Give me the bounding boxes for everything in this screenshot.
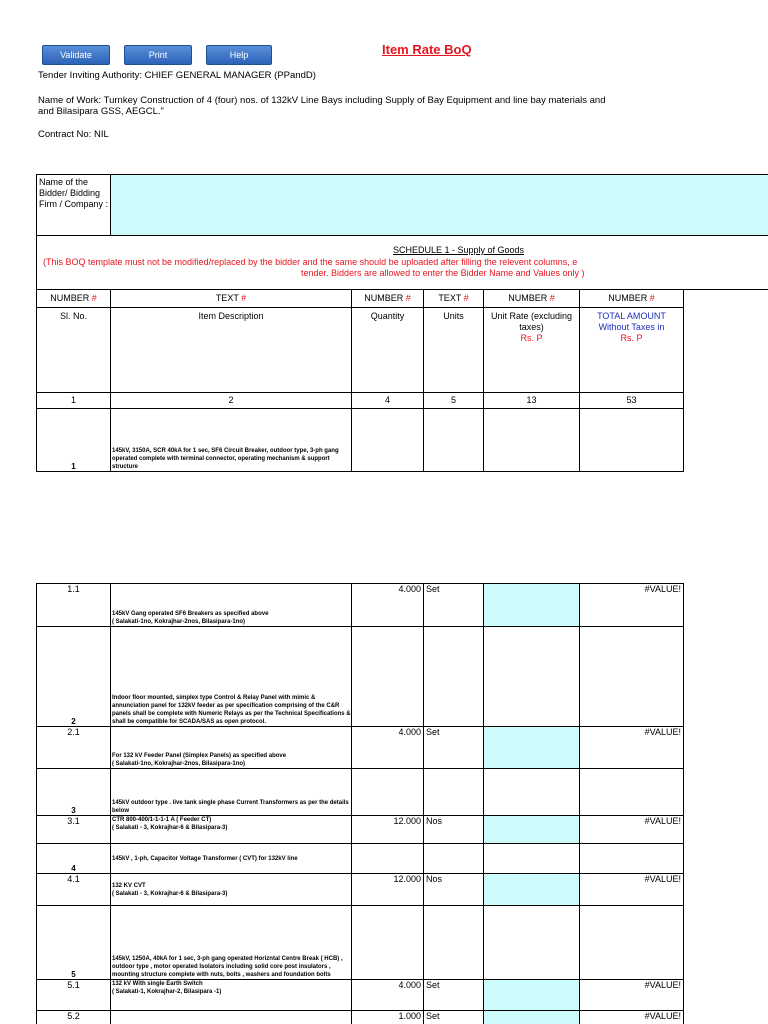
unit-rate-input[interactable]	[484, 874, 580, 906]
table-row: 4 145kV , 1-ph, Capacitor Voltage Transformer ( CVT) for 132kV line	[37, 844, 768, 874]
table-row: 5.1 132 kV With single Earth Switch ( Salakati-1, Kokrajhar-2, Bilasipara -1) 4.000 Set #VALUE!	[37, 980, 768, 1011]
boq-items-table	[36, 583, 768, 1024]
table-row: 2.1 For 132 kV Feeder Panel (Simplex Panels) as specified above ( Salakati-1no, Kokrajhar-2nos, Bilasipara-1no) 4.000 Set #VALUE!	[37, 727, 768, 769]
bidder-name-input[interactable]	[111, 175, 768, 236]
table-row: 2 Indoor floor mounted, simplex type Control & Relay Panel with mimic & annunciation panel for 132kV feeder as per specification comprising of the C&R panels shall be complete with Numeric Relays as per the Technical Specifications & shall be compatible for SCADA/SAS as open protocol.	[37, 627, 768, 727]
schedule-title: SCHEDULE 1 - Supply of Goods	[393, 245, 525, 255]
page-title: Item Rate BoQ	[382, 42, 472, 57]
unit-rate-input[interactable]	[484, 727, 580, 769]
validate-button[interactable]: Validate	[42, 45, 110, 65]
header-item-description: Item Description	[111, 308, 352, 393]
column-number-row: 1 2 4 5 13 53	[37, 393, 768, 409]
table-row: 3 145kV outdoor type . live tank single phase Current Transformers as per the details below	[37, 769, 768, 816]
schedule-note-line2: tender. Bidders are allowed to enter the Bidder Name and Values only )	[301, 268, 585, 278]
column-type-row: NUMBER # TEXT # NUMBER # TEXT # NUMBER # NUMBER #	[37, 290, 768, 308]
header-unit-rate: Unit Rate (excluding taxes) Rs. P	[484, 308, 580, 393]
table-row: 5.2 1.000 Set #VALUE!	[37, 1011, 768, 1024]
contract-number: Contract No: NIL	[38, 129, 109, 140]
header-quantity: Quantity	[352, 308, 424, 393]
bidder-name-label: Name of the Bidder/ Bidding Firm / Company :	[37, 175, 111, 236]
schedule-block	[37, 236, 768, 290]
work-name-line1: Name of Work: Turnkey Construction of 4 (four) nos. of 132kV Line Bays including Supply of Bay Equipment and line bay materials and	[38, 95, 606, 106]
help-button[interactable]: Help	[206, 45, 272, 65]
tender-authority: Tender Inviting Authority: CHIEF GENERAL MANAGER (PPandD)	[38, 70, 316, 81]
boq-header-table	[36, 174, 768, 472]
table-row: 4.1 132 KV CVT ( Salakati - 3, Kokrajhar-6 & Bilasipara-3) 12.000 Nos #VALUE!	[37, 874, 768, 906]
unit-rate-input[interactable]	[484, 584, 580, 627]
unit-rate-input[interactable]	[484, 816, 580, 844]
table-row: 5 145kV, 1250A, 40kA for 1 sec, 3-ph gang operated Horizntal Centre Break ( HCB) , outdoor type , motor operated Isolators including solid core post insulators , mounting structure complete with nuts, bolts , washers and foundation bolts	[37, 906, 768, 980]
header-sl-no: Sl. No.	[37, 308, 111, 393]
column-header-row	[37, 308, 768, 393]
unit-rate-input[interactable]	[484, 980, 580, 1011]
work-name-line2: and Bilasipara GSS, AEGCL."	[38, 106, 164, 117]
schedule-note-line1: (This BOQ template must not be modified/replaced by the bidder and the same should be uploaded after filling the relevent columns, e	[43, 257, 578, 267]
header-total-amount: TOTAL AMOUNT Without Taxes in Rs. P	[580, 308, 684, 393]
table-row: 1 145kV, 3150A, SCR 40kA for 1 sec, SF6 Circuit Breaker, outdoor type, 3-ph gang operated complete with terminal connector, operating mechanism & support structure	[37, 409, 768, 472]
table-row: 3.1 CTR 800-400/1-1-1-1 A ( Feeder CT) ( Salakati - 3, Kokrajhar-6 & Bilasipara-3) 12.000 Nos #VALUE!	[37, 816, 768, 844]
table-row: 1.1 145kV Gang operated SF6 Breakers as specified above ( Salakati-1no, Kokrajhar-2nos, Bilasipara-1no) 4.000 Set #VALUE!	[37, 584, 768, 627]
print-button[interactable]: Print	[124, 45, 192, 65]
unit-rate-input[interactable]	[484, 1011, 580, 1024]
header-units: Units	[424, 308, 484, 393]
